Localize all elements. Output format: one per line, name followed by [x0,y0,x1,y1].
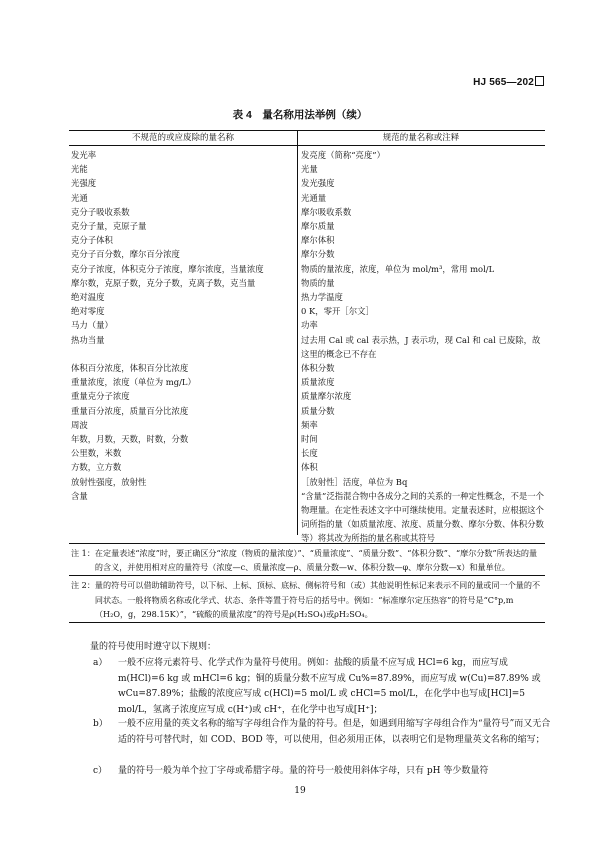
rule-item-a: a） 一般不应将元素符号、化学式作为量符号使用。例如：盐酸的质量不应写成 HCl=6 kg，而应写成 m(HCl)=6 kg 或 mHCl=6 kg；铜的质量分数不应写成 Cu%=87.89%，而应写成 w(Cu)=87.89% 或 wCu=87.89%；盐酸的浓度应写成 c(HCl)=5 mol/L 或 cHCl=5 mol/L，在化学中也写成[HCl]=5 mol/L，氢离子浓度应写成 c(H⁺)或 cH⁺，在化学中也写成[H⁺]； [93,658,541,715]
nonstandard-name-cell: 光能 [71,164,88,175]
standard-name-cell: 长度 [301,448,318,459]
nonstandard-name-cell: 绝对零度 [71,306,105,317]
table-note: 注 2： 量的符号可以借助辅助符号，以下标、上标、顶标、底标、侧标符号和（或）其他说明性标记来表示不同的量或同一个量的不同状态。一般将物质名称或化学式、状态、条件等置于符号后的括号中。例如：“标准摩尔定压热容”的符号是“C°p,m（H₂O，g，298.15K）”，“硫酸的质量浓度”的符号是ρ(H₂SO₄)或ρH₂SO₄。 [69,575,545,622]
table-body [69,146,545,543]
nonstandard-name-cell: 克分子体积 [71,235,113,246]
table-row [69,361,545,375]
table-row [69,191,545,205]
standard-name-cell: 光通量 [301,192,327,203]
standard-name-cell: 功率 [301,320,318,331]
nonstandard-name-cell: 年数，月数，天数，时数，分数 [71,434,189,445]
nonstandard-name-cell: 体积百分浓度，体积百分比浓度 [71,363,189,374]
nonstandard-name-cell: 绝对温度 [71,292,105,303]
nonstandard-name-cell: 周波 [71,419,88,430]
standard-code: HJ 565—202 [473,76,544,88]
table-row [69,304,545,318]
nonstandard-name-cell: 重量克分子浓度 [71,391,130,402]
table-notes [69,543,545,622]
standard-name-cell: 摩尔体积 [301,235,335,246]
standard-name-cell: 发亮度（简称“亮度”） [301,150,385,160]
nonstandard-name-cell: 重量百分浓度，质量百分比浓度 [71,405,189,416]
nonstandard-name-cell: 马力（量） [71,320,113,331]
nonstandard-name-cell: 放射性强度，放射性 [71,476,147,487]
table-row [69,247,545,261]
standard-name-cell: ［放射性］活度，单位为 Bq [301,476,408,487]
nonstandard-name-cell: 光强度 [71,178,97,189]
column-header-nonstandard: 不规范的或应废除的量名称 [131,133,234,143]
table-row [69,333,545,361]
table-row [69,404,545,418]
table-header [69,131,545,146]
standard-name-cell: 频率 [301,419,318,430]
standard-name-cell: 体积 [301,462,318,473]
blank-box-icon [535,76,544,86]
standard-name-cell: 热力学温度 [301,292,343,303]
standard-name-cell: 质量分数 [301,405,335,416]
standard-name-cell: “含量”泛指混合物中各成分之间的关系的一种定性概念，不是一个物理量。在定性表述文字中可继续使用。定量表述时，应根据这个词所指的量（如质量浓度、浓度、质量分数、摩尔分数、体积分数等）将其改为所指的量名称或其符号 [301,490,545,544]
standard-name-cell: 光量 [301,164,318,175]
rule-item-c: c） 量的符号一般为单个拉丁字母或希腊字母。量的符号一般使用斜体字母，只有 pH 等少数量符 [93,766,489,776]
table-row [69,446,545,460]
table-row [69,262,545,276]
quantity-name-table [69,130,545,623]
nonstandard-name-cell: 克分子百分数，摩尔百分浓度 [71,249,180,260]
table-row [69,276,545,290]
standard-name-cell: 体积分数 [301,363,335,374]
table-row [69,205,545,219]
standard-name-cell: 0 K，零开［尔文］ [301,306,374,317]
standard-name-cell: 摩尔吸收系数 [301,206,352,217]
standard-name-cell: 物质的量浓度，浓度，单位为 mol/m³，常用 mol/L [301,263,495,274]
table-row [69,375,545,389]
table-row [69,233,545,247]
standard-name-cell: 摩尔分数 [301,249,335,260]
table-caption: 表 4 量名称用法举例（续） [232,109,368,121]
table-note: 注 1： 在定量表述“浓度”时，要正确区分“浓度（物质的量浓度）”、“质量浓度”、“质量分数”、“体积分数”、“摩尔分数”所表达的量的含义，并使用相对应的量符号（浓度—c、质量浓度—ρ、质量分数—w、体积分数—φ、摩尔分数—x）和量单位。 [71,548,538,573]
table-row [69,489,545,546]
nonstandard-name-cell: 重量浓度，浓度（单位为 mg/L） [71,377,196,388]
nonstandard-name-cell: 克分子吸收系数 [71,206,130,217]
standard-name-cell: 摩尔质量 [301,221,335,232]
page-number: 19 [294,786,306,796]
nonstandard-name-cell: 光通 [71,192,88,203]
nonstandard-name-cell: 克分子量，克原子量 [71,221,147,232]
standard-name-cell: 发光强度 [301,178,335,189]
nonstandard-name-cell: 方数，立方数 [71,462,122,473]
nonstandard-name-cell: 摩尔数，克原子数，克分子数，克离子数，克当量 [71,277,256,288]
nonstandard-name-cell: 公里数，米数 [71,448,122,459]
standard-name-cell: 时间 [301,434,318,445]
rules-intro: 量的符号使用时遵守以下规则： [90,642,217,652]
table-row [69,389,545,403]
nonstandard-name-cell: 含量 [71,490,88,501]
nonstandard-name-cell: 发光率 [71,150,97,160]
table-row [69,418,545,432]
nonstandard-name-cell: 克分子浓度，体积克分子浓度，摩尔浓度，当量浓度 [71,263,264,274]
table-row [69,432,545,446]
nonstandard-name-cell: 热功当量 [71,334,105,345]
rule-item-b: b） 一般不应用量的英文名称的缩写字母组合作为量的符号。但是，如遇到用缩写字母组合作为“量符号”而又无合适的符号可替代时，如 COD、BOD 等，可以使用，但必须用正体，以表明它们是物理量英文名称的缩写； [93,719,551,745]
standard-name-cell: 过去用 Cal 或 cal 表示热，J 表示功，现 Cal 和 cal 已废除，故这里的概念已不存在 [301,334,541,359]
table-row [69,176,545,190]
table-row [69,475,545,489]
table-row [69,290,545,304]
table-row [69,148,545,162]
table-row [69,318,545,332]
table-row [69,219,545,233]
standard-name-cell: 质量摩尔浓度 [301,391,352,402]
table-row [69,162,545,176]
standard-name-cell: 物质的量 [301,277,335,288]
standard-name-cell: 质量浓度 [301,377,335,388]
table-row [69,460,545,474]
column-header-standard: 规范的量名称或注释 [382,133,460,143]
